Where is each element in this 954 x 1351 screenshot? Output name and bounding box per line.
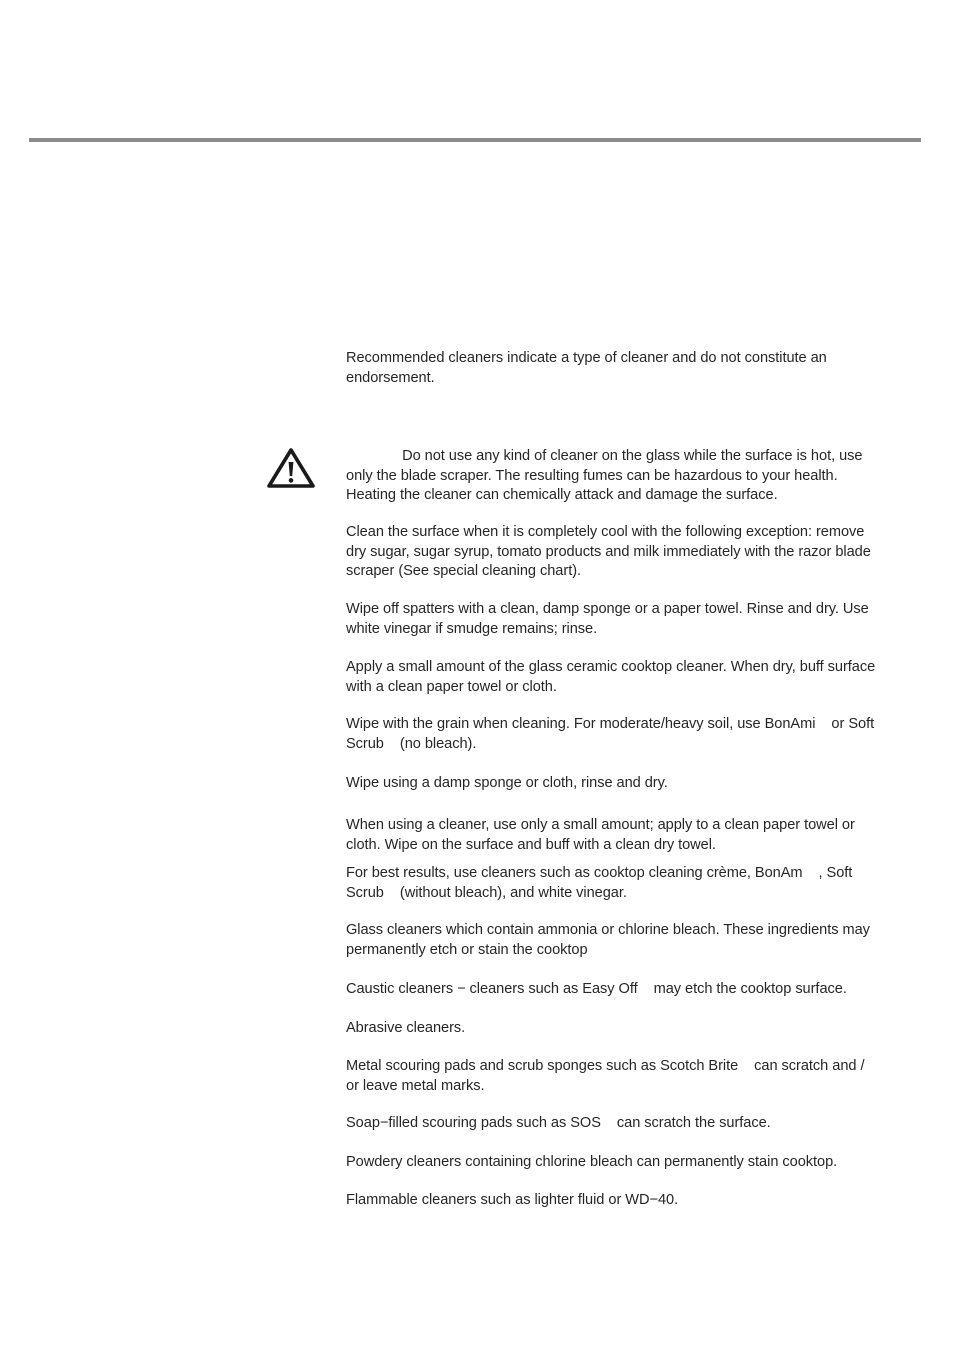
paragraph-spatters: Wipe off spatters with a clean, damp sponge or a paper towel. Rinse and dry. Use white vinegar if smudge remains; rinse. [346,601,869,637]
paragraph-caustic: Caustic cleaners − cleaners such as Easy Off may etch the cooktop surface. [346,981,847,997]
paragraph-cool-surface: Clean the surface when it is completely cool with the following exception: remove dry sugar, sugar syrup, tomato products and milk immediately with the razor blade scraper (See special cleaning chart). [346,524,871,579]
paragraph-glass-cleaners: Glass cleaners which contain ammonia or chlorine bleach. These ingredients may permanently etch or stain the cooktop [346,922,870,958]
paragraph-damp-sponge: Wipe using a damp sponge or cloth, rinse and dry. [346,775,668,791]
warning-text: Do not use any kind of cleaner on the glass while the surface is hot, use only the blade scraper. The resulting fumes can be hazardous to your health. Heating the cleaner can chemically attack and damage the surface. [346,448,863,503]
intro-note: Recommended cleaners indicate a type of cleaner and do not constitute an endorsement. [346,350,827,386]
paragraph-small-amount: When using a cleaner, use only a small amount; apply to a clean paper towel or cloth. Wipe on the surface and buff with a clean dry towel. [346,817,855,853]
paragraph-flammable: Flammable cleaners such as lighter fluid or WD−40. [346,1192,679,1208]
header-rule [29,138,921,142]
paragraph-best-results: For best results, use cleaners such as cooktop cleaning crème, BonAm , Soft Scrub (without bleach), and white vinegar. [346,865,853,901]
warning-triangle-icon [266,447,316,489]
paragraph-ceramic-cleaner: Apply a small amount of the glass ceramic cooktop cleaner. When dry, buff surface with a clean paper towel or cloth. [346,659,876,695]
paragraph-soap-pads: Soap−filled scouring pads such as SOS can scratch the surface. [346,1115,771,1131]
paragraph-abrasive: Abrasive cleaners. [346,1020,466,1036]
paragraph-powdery: Powdery cleaners containing chlorine bleach can permanently stain cooktop. [346,1154,838,1170]
paragraph-grain: Wipe with the grain when cleaning. For moderate/heavy soil, use BonAmi or Soft Scrub (no bleach). [346,716,875,752]
paragraph-metal-pads: Metal scouring pads and scrub sponges such as Scotch Brite can scratch and / or leave metal marks. [346,1058,865,1094]
